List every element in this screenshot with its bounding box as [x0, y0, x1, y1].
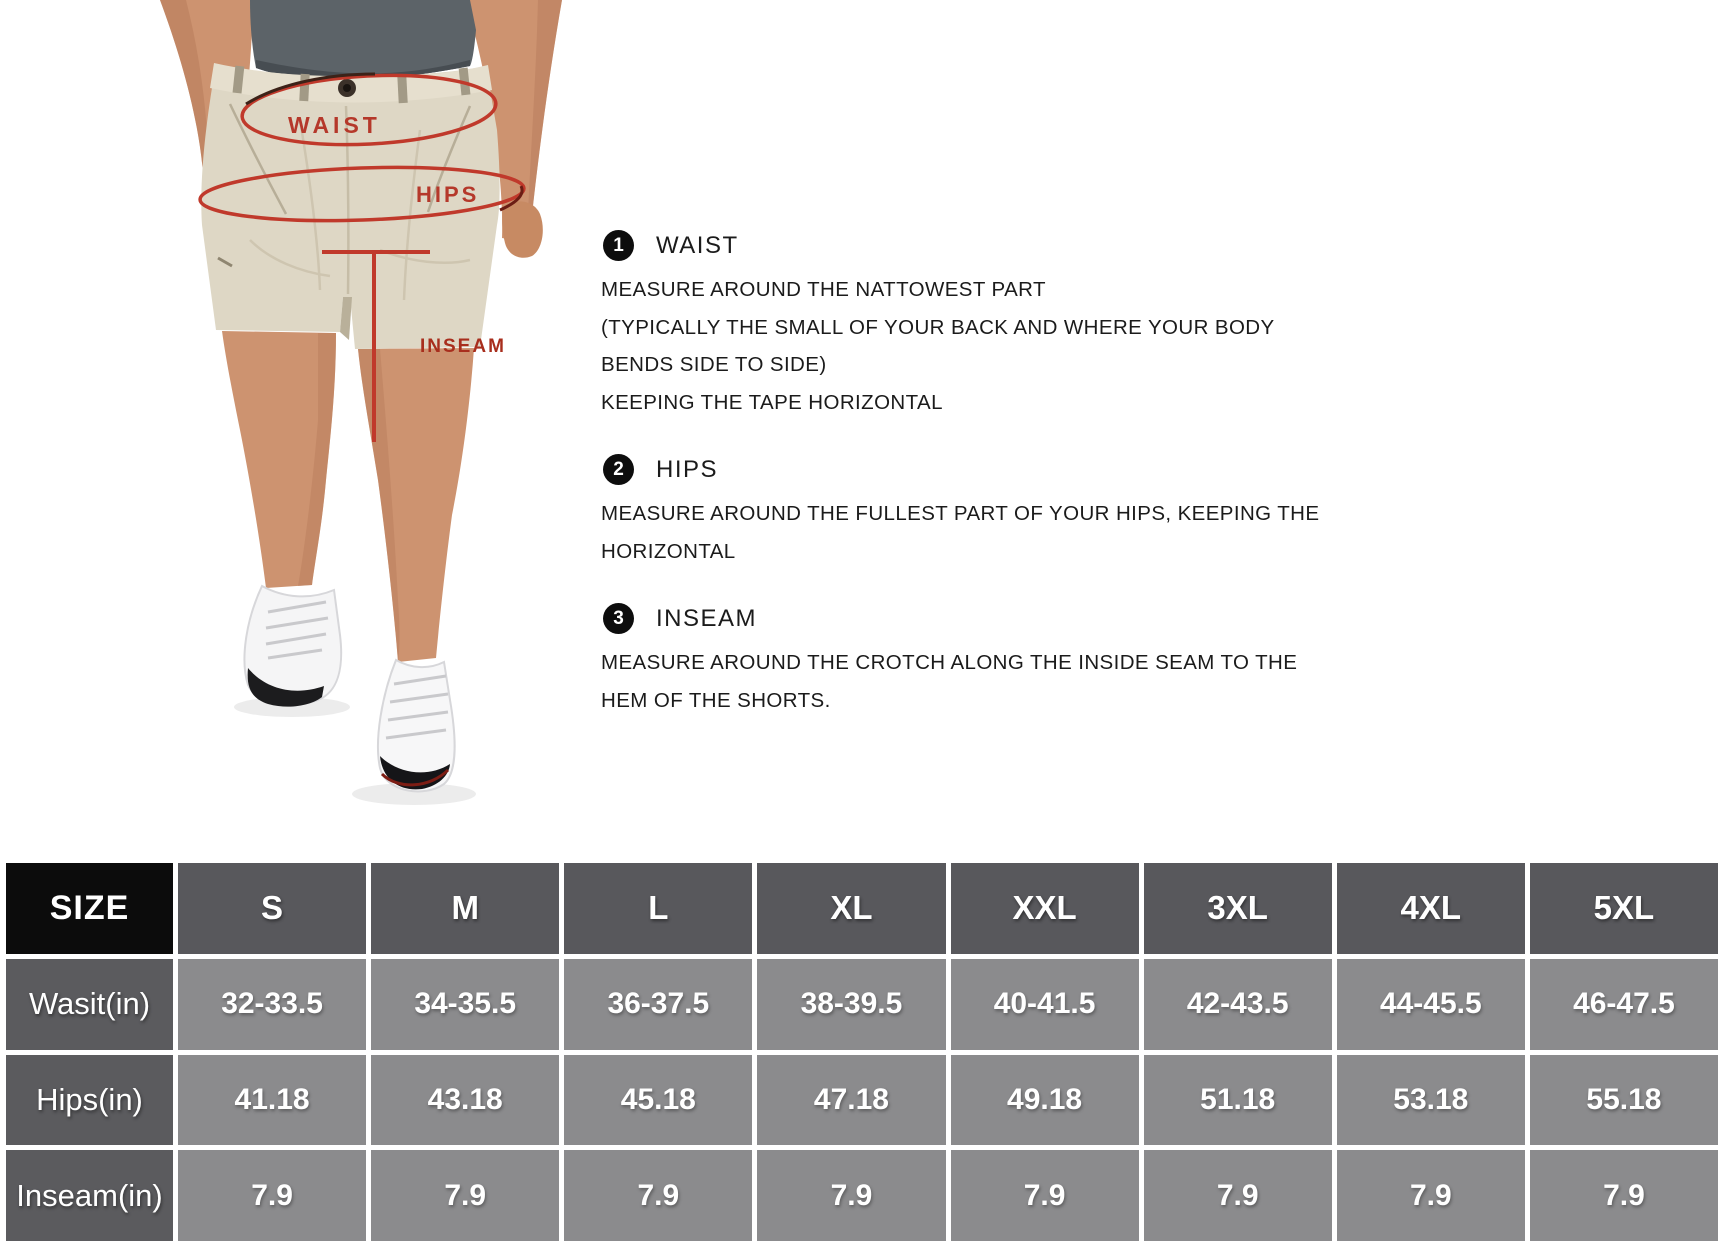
size-header-cell-5xl: 5XL — [1530, 863, 1718, 954]
size-table — [0, 858, 1723, 1246]
instruction-section-hips — [601, 454, 1401, 570]
table-corner-cell: SIZE — [6, 863, 173, 954]
instruction-section-waist — [601, 230, 1401, 421]
waist-value-cell: 46-47.5 — [1530, 959, 1718, 1050]
waist-overlay-label: WAIST — [288, 112, 381, 138]
instruction-line: MEASURE AROUND THE FULLEST PART OF YOUR HIPS, KEEPING THE — [601, 502, 1320, 525]
waist-value-cell: 36-37.5 — [564, 959, 752, 1050]
right-hand — [502, 201, 543, 257]
row-label-inseam: Inseam(in) — [6, 1150, 173, 1241]
hips-value-cell: 47.18 — [757, 1055, 945, 1146]
measuring-instructions — [601, 230, 1401, 752]
inseam-value-cell: 7.9 — [1530, 1150, 1718, 1241]
instruction-line: HEM OF THE SHORTS. — [601, 688, 831, 712]
inseam-value-cell: 7.9 — [951, 1150, 1139, 1241]
waist-value-cell: 34-35.5 — [371, 959, 559, 1050]
size-header-cell-m: M — [371, 863, 559, 954]
size-header-cell-4xl: 4XL — [1337, 863, 1525, 954]
inseam-value-cell: 7.9 — [1337, 1150, 1525, 1241]
hips-overlay-label: HIPS — [416, 182, 480, 207]
size-header-cell-s: S — [178, 863, 366, 954]
waist-value-cell: 32-33.5 — [178, 959, 366, 1050]
instruction-line: MEASURE AROUND THE CROTCH ALONG THE INSIDE SEAM TO THE — [601, 651, 1298, 674]
waist-title-row — [603, 230, 1401, 261]
waist-value-cell: 44-45.5 — [1337, 959, 1525, 1050]
inseam-value-cell: 7.9 — [371, 1150, 559, 1241]
inseam-value-cell: 7.9 — [1144, 1150, 1332, 1241]
instruction-section-inseam — [601, 603, 1401, 719]
size-header-cell-xxl: XXL — [951, 863, 1139, 954]
inseam-overlay-label: INSEAM — [420, 336, 506, 357]
model-photo — [0, 0, 620, 858]
hips-title-row — [603, 454, 1401, 485]
hips-value-cell: 43.18 — [371, 1055, 559, 1146]
waist-value-cell: 42-43.5 — [1144, 959, 1332, 1050]
waist-value-cell: 40-41.5 — [951, 959, 1139, 1050]
size-header-cell-xl: XL — [757, 863, 945, 954]
size-header-cell-3xl: 3XL — [1144, 863, 1332, 954]
inseam-value-cell: 7.9 — [564, 1150, 752, 1241]
hips-value-cell: 45.18 — [564, 1055, 752, 1146]
row-label-hips: Hips(in) — [6, 1055, 173, 1146]
instruction-line: HORIZONTAL — [601, 539, 736, 563]
hips-value-cell: 55.18 — [1530, 1055, 1718, 1146]
waist-section-title: WAIST — [656, 231, 739, 259]
inseam-section-title: INSEAM — [656, 604, 758, 632]
instruction-line: BENDS SIDE TO SIDE) — [601, 353, 827, 376]
step-3-badge: 3 — [603, 603, 634, 634]
instruction-line: MEASURE AROUND THE NATTOWEST PART — [601, 278, 1046, 301]
instruction-line: (TYPICALLY THE SMALL OF YOUR BACK AND WHERE YOUR BODY — [601, 315, 1275, 339]
hips-value-cell: 49.18 — [951, 1055, 1139, 1146]
instruction-line: KEEPING THE TAPE HORIZONTAL — [601, 390, 943, 414]
hips-value-cell: 51.18 — [1144, 1055, 1332, 1146]
step-2-badge: 2 — [603, 454, 634, 485]
hips-section-title: HIPS — [656, 455, 719, 483]
size-header-cell-l: L — [564, 863, 752, 954]
waist-button-center — [343, 84, 351, 92]
hips-value-cell: 41.18 — [178, 1055, 366, 1146]
inseam-title-row — [603, 603, 1401, 634]
step-1-badge: 1 — [603, 230, 634, 261]
row-label-waist: Wasit(in) — [6, 959, 173, 1050]
inseam-value-cell: 7.9 — [178, 1150, 366, 1241]
hips-value-cell: 53.18 — [1337, 1055, 1525, 1146]
waist-value-cell: 38-39.5 — [757, 959, 945, 1050]
inseam-value-cell: 7.9 — [757, 1150, 945, 1241]
